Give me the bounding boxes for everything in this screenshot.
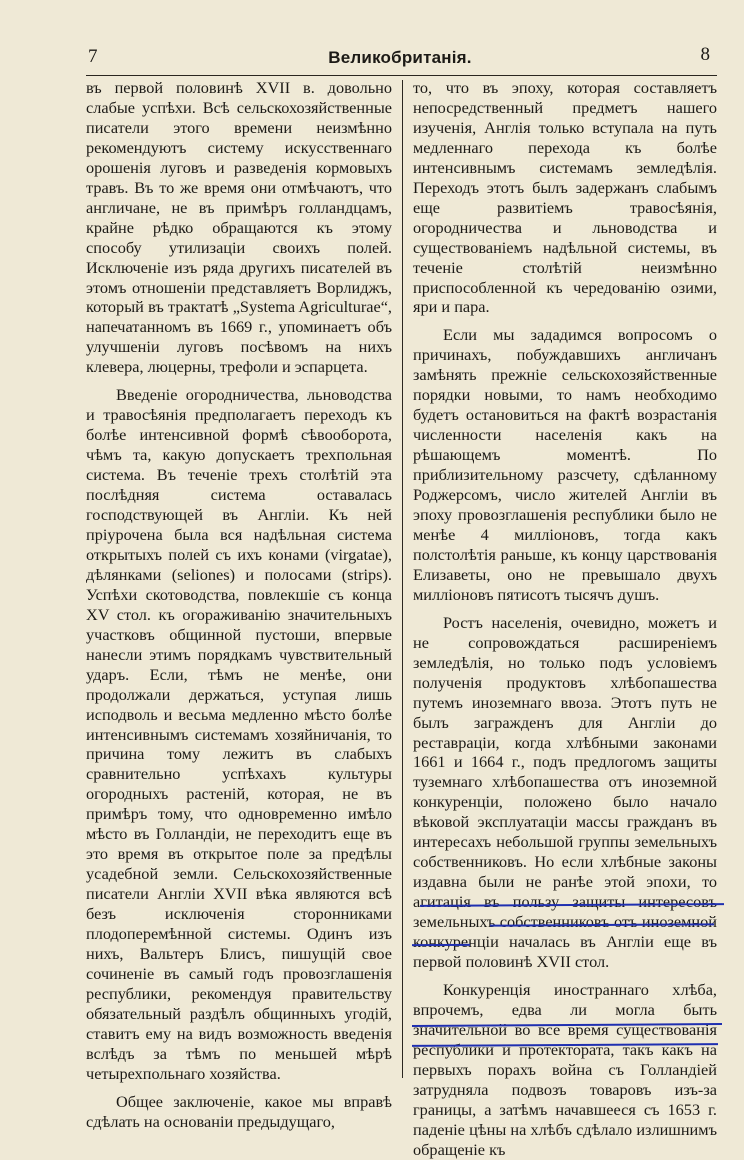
paragraph: то, что въ эпоху, которая составляетъ непосредственный предметъ нашего изученія, Англія только вступала на путь медленнаго перехода къ болѣе интенсивнымъ системамъ земледѣлія. Переходъ этотъ былъ задержанъ слабымъ еще развитіемъ травосѣянія, огородничества и льноводства и существованіемъ надѣльной системы, въ теченіе столѣтій неизмѣнно приспособленной къ чередованію озими, яри и пара.: [413, 78, 717, 317]
header-rule: [86, 75, 717, 76]
running-header: [86, 44, 714, 72]
left-page-number: 7: [88, 46, 98, 67]
paragraph: Введеніе огородничества, льноводства и травосѣянія предполагаетъ переходъ къ болѣе интенсивной формѣ сѣвооборота, чѣмъ та, какую допускаетъ трехпольная система. Въ теченіе трехъ столѣтій эта послѣдняя система оставалась господствующей въ Англіи. Къ ней пріурочена была вся надѣльная система открытыхъ полей съ ихъ конами (virgatae), дѣлянками (seliones) и полосами (strips). Успѣхи скотоводства, повлекшіе съ конца XV стол. къ огораживанію значительныхъ участковъ общинной пустоши, впервые нанесли этимъ порядкамъ чувствительный ударъ. Если, тѣмъ не менѣе, они продолжали держаться, уступая лишь исподволь и весьма медленно мѣсто болѣе интенсивнымъ системамъ хозяйничанія, то причина тому лежитъ въ слабыхъ сравнительно успѣхахъ культуры огородныхъ растеній, которая, не въ примѣръ тому, что одновременно имѣло мѣсто въ Голландіи, не переходитъ еще въ это время въ открытое поле за предѣлы усадебной земли. Сельскохозяйственные писатели Англіи XVII вѣка являются всѣ безъ исключенія сторонниками плодоперемѣнной системы. Одинъ изъ нихъ, Вальтеръ Блисъ, пишущій свое сочиненіе въ самый годъ провозглашенія республики, рекомендуя правительству обязательный раздѣлъ общинныхъ угодій, ставитъ ему на видъ возможность введенія вслѣдъ за тѣмъ по меньшей мѣрѣ четырехпольнаго хозяйства.: [86, 385, 392, 1083]
left-text-column: [86, 78, 392, 1132]
column-divider: [402, 80, 403, 1078]
handwritten-underline: [412, 944, 470, 946]
paragraph: Конкуренція иностраннаго хлѣба, впрочемъ, едва ли могла быть значительной во все время существованія республики и протектората, такъ какъ на первыхъ порахъ война съ Голландіей затрудняла подвозъ товаровъ изъ-за границы, а затѣмъ начавшееся съ 1653 г. паденіе цѣны на хлѣбъ сдѣлало излишнимъ обращеніе къ: [413, 979, 717, 1159]
right-text-column: [413, 78, 717, 1160]
paragraph: Общее заключеніе, какое мы вправѣ сдѣлать на основаніи предыдущаго,: [86, 1091, 392, 1131]
right-page-number: 8: [700, 44, 710, 65]
paragraph: Если мы зададимся вопросомъ о причинахъ, побуждавшихъ англичанъ замѣнять прежніе сельскохозяйственные порядки новыми, то намъ необходимо будетъ остановиться на фактѣ возрастанія численности населенія какъ на рѣшающемъ моментѣ. По приблизительному разсчету, сдѣланному Роджерсомъ, число жителей Англіи въ эпоху провозглашенія республики было не менѣе 4 милліоновъ, тогда какъ полстолѣтія раньше, къ концу царствованія Елизаветы, оно не превышало двухъ милліоновъ пятисотъ тысячъ душъ.: [413, 325, 717, 604]
page-title: Великобританія.: [328, 48, 472, 67]
paragraph: Ростъ населенія, очевидно, можетъ и не сопровождаться расширеніемъ земледѣлія, но только подъ условіемъ полученія продуктовъ хлѣбопашества путемъ иноземнаго ввоза. Этотъ путь не былъ загражденъ для Англіи до реставраціи, когда хлѣбными законами 1661 и 1664 г., подъ предлогомъ защиты туземнаго хлѣбопашества отъ иноземной конкуренціи, положено было начало вѣковой эксплуатаціи массы гражданъ въ интересахъ небольшой группы земельныхъ собственниковъ. Но если хлѣбные законы издавна были не ранѣе этой эпохи, то агитація въ пользу защиты интересовъ земельныхъ собственниковъ отъ иноземной конкуренціи началась въ Англіи еще въ первой половинѣ XVII стол.: [413, 612, 717, 971]
paragraph: въ первой половинѣ XVII в. довольно слабые успѣхи. Всѣ сельскохозяйственные писатели этого времени неизмѣнно рекомендуютъ систему искусственнаго орошенія луговъ и разведенія кормовыхъ травъ. Въ то же время они отмѣчаютъ, что англичане, не въ примѣръ голландцамъ, крайне рѣдко обращаются къ этому способу утилизаціи своихъ полей. Исключеніе изъ ряда другихъ писателей въ этомъ отношеніи представляетъ Ворлиджъ, который въ трактатѣ „Systema Agriculturae“, напечатанномъ въ 1669 г., упоминаетъ объ улучшеніи луговъ посѣвомъ на нихъ клевера, люцерны, трефоли и эспарцета.: [86, 78, 392, 377]
